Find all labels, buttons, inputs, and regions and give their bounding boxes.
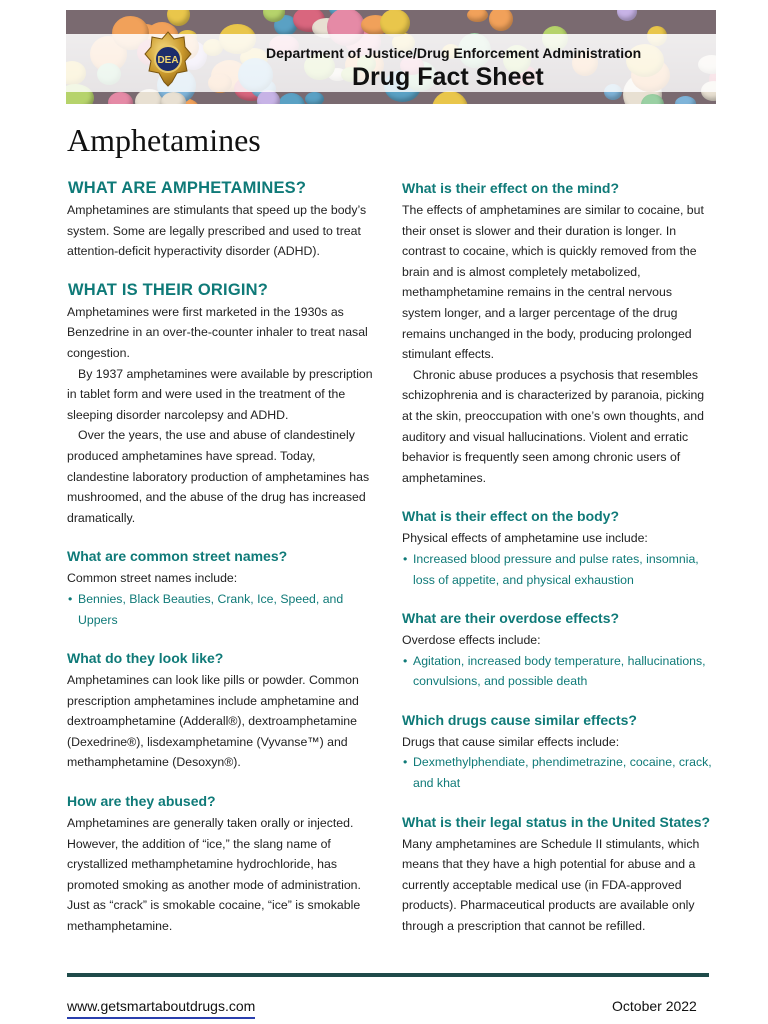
section — [67, 648, 375, 773]
banner-title: Drug Fact Sheet — [352, 63, 544, 91]
seal-text: DEA — [157, 55, 179, 66]
right-column — [402, 178, 712, 955]
paragraph: Many amphetamines are Schedule II stimulants, which means that they have a high potential for abuse and a currently acceptable medical use (in FDA-approved products). Pharmaceutical products are available only through a prescription that cannot be refilled. — [402, 836, 700, 934]
banner-agency: Department of Justice/Drug Enforcement Administration — [266, 45, 642, 61]
paragraph: Amphetamines can look like pills or powder. Common prescription amphetamines include amphetamine and dextroamphetamine (Adderall®), dextroamphetamine (Dexedrine®), lisdexamphetamine (Vyvanse™) and methamphetamine (Desoxyn®). — [67, 673, 359, 770]
bullet-item: • Bennies, Black Beauties, Crank, Ice, Speed, and Uppers — [67, 589, 375, 630]
paragraph: Physical effects of amphetamine use include: — [402, 531, 648, 546]
paragraph: Chronic abuse produces a psychosis that resembles schizophrenia and is characterized by paranoia, picking at the skin, preoccupation with one’s own thoughts, and auditory and visual hallucinations. Violent and erratic behavior is frequently seen among chronic users of amphetamines. — [402, 367, 705, 485]
section-heading: What do they look like? — [67, 650, 224, 667]
section-heading: Which drugs cause similar effects? — [402, 711, 637, 728]
paragraph: Over the years, the use and abuse of clandestinely produced amphetamines have spread. Today, clandestine laboratory production of amphetamines has mushroomed, and the abuse of the drug has increased dramatically. — [67, 428, 370, 525]
section — [67, 791, 375, 937]
left-column — [67, 178, 375, 955]
footer-website-link[interactable]: www.getsmartaboutdrugs.com — [67, 998, 255, 1019]
section-heading: WHAT ARE AMPHETAMINES? — [68, 179, 307, 197]
footer-date: October 2022 — [612, 998, 697, 1014]
paragraph: Drugs that cause similar effects include: — [402, 734, 620, 749]
paragraph: Common street names include: — [67, 571, 238, 586]
paragraph: Amphetamines were first marketed in the 1930s as Benzedrine in an over-the-counter inhaler to treat nasal congestion. — [67, 304, 368, 360]
section-heading: How are they abused? — [67, 793, 216, 810]
section-heading: What is their effect on the mind? — [402, 180, 620, 196]
header-banner — [66, 10, 716, 104]
section — [67, 178, 375, 262]
paragraph: By 1937 amphetamines were available by prescription in tablet form and were used in the treatment of the sleeping disorder narcolepsy and ADHD. — [67, 366, 373, 422]
section-heading: What is their legal status in the United States? — [402, 813, 711, 830]
footer-divider — [67, 973, 709, 977]
section — [67, 546, 375, 630]
section-heading: What are their overdose effects? — [402, 610, 620, 627]
section — [402, 506, 712, 590]
bullet-item: • Increased blood pressure and pulse rates, insomnia, loss of appetite, and physical exhaustion — [402, 549, 712, 590]
paragraph: The effects of amphetamines are similar to cocaine, but their onset is slower and their duration is longer. In contrast to cocaine, which is quickly removed from the brain and is almost completely metabolized, methamphetamine remains in the central nervous system longer, and a larger percentage of the drug remains unchanged in the body, producing prolonged stimulant effects. — [402, 203, 704, 362]
bullet-item: • Agitation, increased body temperature, hallucinations, convulsions, and possible death — [402, 651, 712, 692]
bullet-item: • Dexmethylphendiate, phendimetrazine, cocaine, crack, and khat — [402, 752, 712, 793]
section-heading: What is their effect on the body? — [402, 508, 620, 525]
section-heading: What are common street names? — [67, 548, 288, 565]
section — [402, 608, 712, 692]
section — [67, 280, 375, 529]
section — [402, 178, 712, 488]
page-title: Amphetamines — [67, 122, 261, 158]
dea-seal-icon — [144, 30, 192, 88]
section — [402, 710, 712, 794]
section-heading: WHAT IS THEIR ORIGIN? — [68, 280, 269, 299]
section — [402, 812, 712, 937]
paragraph: Overdose effects include: — [402, 633, 541, 648]
paragraph: Amphetamines are generally taken orally or injected. However, the addition of “ice,” the slang name of crystallized methamphetamine hydrochloride, has promoted smoking as another mode of administration. Just as “crack” is smokable cocaine, “ice” is smokable methamphetamine. — [67, 816, 361, 934]
paragraph: Amphetamines are stimulants that speed up the body’s system. Some are legally prescribed and used to treat attention-deficit hyperactivity disorder (ADHD). — [67, 203, 367, 259]
